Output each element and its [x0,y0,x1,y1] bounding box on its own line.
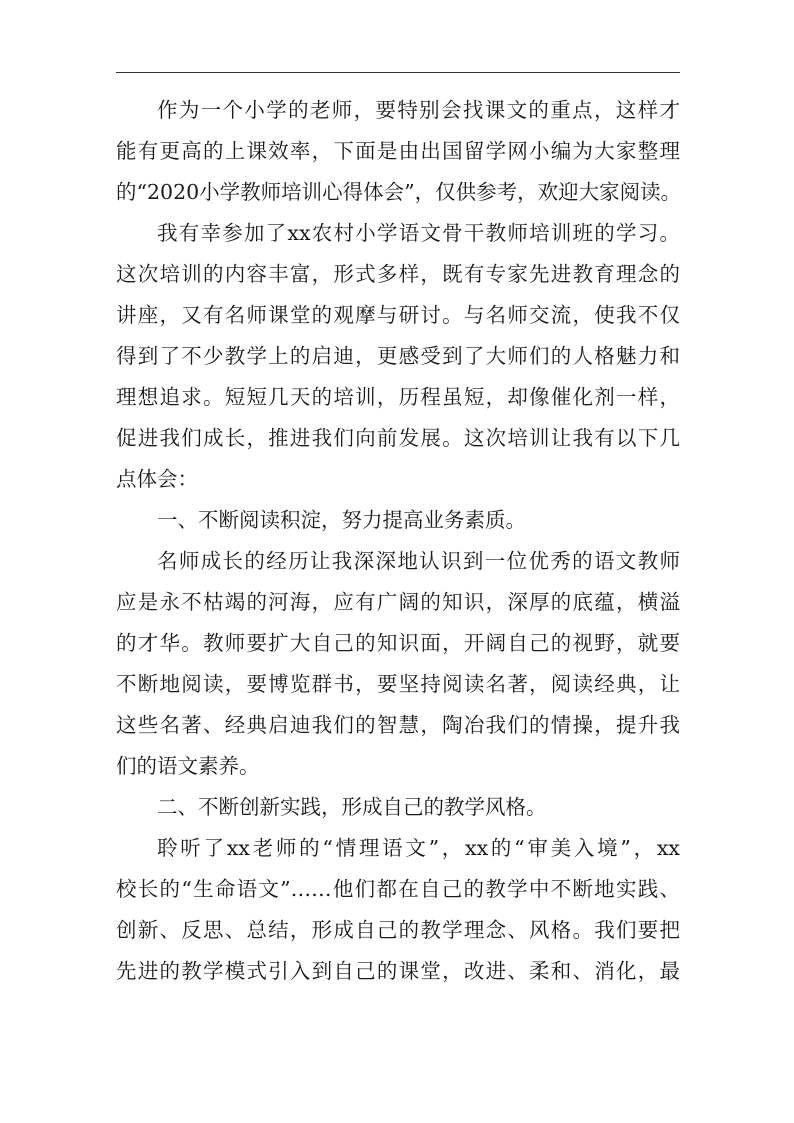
text-line: 作为一个小学的老师，要特别会找课文的重点，这样才 [157,98,680,122]
text-line: 名师成长的经历让我深深地认识到一位优秀的语文教师 [157,549,680,573]
text-line: 不断地阅读，要博览群书，要坚持阅读名著，阅读经典，让 [116,672,680,696]
text-line: 我有幸参加了xx农村小学语文骨干教师培训班的学习。 [157,221,680,245]
text-line: 促进我们成长，推进我们向前发展。这次培训让我有以下几 [116,426,680,450]
text-line: 的才华。教师要扩大自己的知识面，开阔自己的视野，就要 [116,631,680,655]
document-body [116,90,680,992]
text-line: 讲座，又有名师课堂的观摩与研讨。与名师交流，使我不仅 [116,303,680,327]
text-line: 这次培训的内容丰富，形式多样，既有专家先进教育理念的 [116,262,680,286]
text-line: 能有更高的上课效率，下面是由出国留学网小编为大家整理 [116,139,680,163]
text-line: 的“2020小学教师培训心得体会”，仅供参考，欢迎大家阅读。 [116,180,682,204]
section-heading: 二、不断创新实践，形成自己的教学风格。 [157,795,547,819]
text-line: 先进的教学模式引入到自己的课堂，改进、柔和、消化，最 [116,959,680,983]
section-heading: 一、不断阅读积淀，努力提高业务素质。 [157,508,526,532]
text-line: 应是永不枯竭的河海，应有广阔的知识，深厚的底蕴，横溢 [116,590,680,614]
text-line: 理想追求。短短几天的培训，历程虽短，却像催化剂一样， [116,385,680,409]
text-line: 们的语文素养。 [116,754,260,778]
text-line: 创新、反思、总结，形成自己的教学理念、风格。我们要把 [116,918,680,942]
text-line: 得到了不少教学上的启迪，更感受到了大师们的人格魅力和 [116,344,680,368]
text-line: 聆听了xx老师的“情理语文”，xx的“审美入境”，xx [157,836,680,860]
text-line: 校长的“生命语文”……他们都在自己的教学中不断地实践、 [116,877,680,901]
text-line: 这些名著、经典启迪我们的智慧，陶冶我们的情操，提升我 [116,713,680,737]
header-rule [116,72,680,73]
text-line: 点体会： [116,467,198,491]
